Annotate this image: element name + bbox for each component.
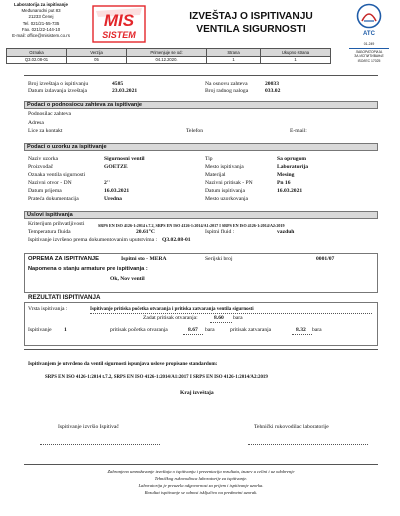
dotted-line bbox=[210, 322, 232, 323]
applicant-name-label: Podnosilac zahteva bbox=[28, 111, 72, 117]
divider bbox=[24, 75, 378, 76]
report-date-label: Datum izdavanja izveštaja bbox=[28, 88, 88, 94]
meta-value-row bbox=[7, 56, 331, 64]
sample-label: Mesto uzorkovanja bbox=[205, 196, 249, 202]
footer-note-1: Zabranjeno umnožavanje izveštaja o ispitivanju i prezentacija rezultata, izuzev u celini i uz odobrenje bbox=[107, 469, 295, 474]
work-order-number: 033.02 bbox=[265, 88, 281, 94]
conditions-section-heading: Uslovi ispitivanja bbox=[24, 211, 378, 219]
equipment-label: OPREMA ZA ISPITIVANJE bbox=[28, 256, 99, 262]
note-label: Napomena o stanju armature pre ispitivanja : bbox=[28, 266, 148, 272]
sample-value: Uredna bbox=[104, 196, 122, 202]
footer-note-3: Laboratorija je preuzela odgovornost za prijem i ispitivanje uzorka. bbox=[138, 483, 264, 488]
temperature-value: 20.61°C bbox=[136, 229, 155, 235]
ats-text-3: ISO/IEC 17025 bbox=[357, 58, 381, 63]
criteria-value: SRPS EN ISO 4126-1:2014 t.7.2, SRPS EN ISO 4126-1:2014/A1:2017 I SRPS EN ISO 4126-1:2014/A2:2019 bbox=[98, 222, 285, 228]
equipment-value: Ispitni sto - MERA bbox=[121, 256, 167, 262]
end-of-report: Kraj izveštaja bbox=[180, 390, 214, 396]
sample-label: Datum prijema bbox=[28, 188, 62, 194]
opening-pressure-value: 8.67 bbox=[188, 327, 198, 333]
divider bbox=[24, 464, 378, 465]
logo-bottom-text: SISTEM bbox=[102, 30, 136, 40]
conclusion-standard: SRPS EN ISO 4126-1:2014 t.7.2, SRPS EN ISO 4126-1:2014/A1:2017 I SRPS EN ISO 4126-1:2014/A2:2019 bbox=[45, 375, 268, 380]
closing-pressure-label: pritisak zatvaranja bbox=[230, 327, 272, 333]
divider bbox=[24, 349, 378, 350]
ats-text-2: ЗА ИСПИТИВАЊЕ bbox=[354, 54, 384, 59]
sample-label: Nazivni pritisak - PN bbox=[205, 180, 253, 186]
manager-signature-label: Tehnički rukovodilac laboratorije bbox=[254, 424, 329, 430]
lab-info bbox=[6, 2, 76, 39]
meta-value-cell: 04.12.2020. bbox=[127, 56, 207, 64]
report-date: 23.03.2021 bbox=[112, 88, 138, 94]
dotted-line bbox=[292, 334, 312, 335]
order-number: 20033 bbox=[265, 81, 279, 87]
sample-value: GOETZE bbox=[104, 164, 128, 170]
opening-pressure-label: pritisak početka otvaranja bbox=[110, 327, 168, 333]
lab-phone: Tel. 021/21-55-735 bbox=[22, 20, 60, 26]
lab-title: Laboratorija za ispitivanje bbox=[14, 2, 68, 7]
test-label: Ispitivanje bbox=[28, 327, 52, 333]
order-label: Na osnovu zahteva bbox=[205, 81, 248, 87]
results-heading: REZULTATI ISPITIVANJA bbox=[28, 294, 101, 301]
sample-value: 16.03.2021 bbox=[104, 188, 130, 194]
meta-header-cell: Primenjuje se od: bbox=[127, 49, 207, 57]
meta-header-cell: Oznaka bbox=[7, 49, 67, 57]
temperature-label: Temperatura fluida bbox=[28, 229, 71, 235]
conclusion-text: Ispitivanjem je utvrđeno da ventil sigurnosti ispunjava uslove propisane standardom: bbox=[28, 361, 218, 367]
meta-header-cell: Strana bbox=[207, 49, 261, 57]
sample-label: Datum ispitivanja bbox=[205, 188, 245, 194]
applicant-email-label: E-mail: bbox=[290, 128, 307, 134]
mis-sistem-logo bbox=[92, 5, 146, 43]
signature-line bbox=[40, 444, 160, 445]
sample-label: Materijal bbox=[205, 172, 226, 178]
applicant-section-heading: Podaci o podnosiocu zahteva za ispitivanje bbox=[24, 101, 378, 109]
note-value: Ok, Nov ventil bbox=[110, 276, 145, 282]
meta-header-cell: Verzija bbox=[67, 49, 127, 57]
closing-pressure-unit: bara bbox=[312, 327, 322, 333]
sample-value: Pn 16 bbox=[277, 180, 291, 186]
serial-value: 0001/07 bbox=[316, 256, 335, 262]
dotted-line bbox=[90, 313, 372, 314]
procedure-value: Q3.02.08-01 bbox=[162, 237, 191, 243]
document-meta-table bbox=[6, 48, 331, 64]
ats-text-1: ЛАБОРАТОРИЈА bbox=[355, 50, 383, 55]
sample-value: Sigurnosni ventil bbox=[104, 156, 145, 162]
ats-logo-icon bbox=[354, 3, 384, 37]
applicant-phone-label: Telefon bbox=[186, 128, 204, 134]
sample-label: Prateća dokumentacija bbox=[28, 196, 79, 202]
test-number: 1 bbox=[64, 327, 67, 333]
report-number: 4585 bbox=[112, 81, 124, 87]
lab-email: E-mail: office@misistem.co.rs bbox=[12, 33, 70, 39]
sample-label: Proizvođač bbox=[28, 164, 54, 170]
sample-label: Mesto ispitivanja bbox=[205, 164, 244, 170]
sample-label: Oznaka ventila sigurnosti bbox=[28, 172, 86, 178]
applicant-address-label: Adresa bbox=[28, 120, 44, 126]
set-pressure-label: Zadat pritisak otvaranja: bbox=[143, 315, 198, 321]
signature-line bbox=[248, 444, 368, 445]
ats-code: 01-249 bbox=[363, 42, 375, 46]
set-pressure-value: 8.60 bbox=[214, 315, 224, 321]
meta-header-cell: Ukupno strana bbox=[261, 49, 331, 57]
procedure-label: Ispitivanje izvršeno prema dokumentovanim uputstvima : bbox=[28, 237, 158, 243]
fluid-value: vazduh bbox=[277, 229, 295, 235]
meta-value-cell: 1 bbox=[261, 56, 331, 64]
closing-pressure-value: 8.32 bbox=[296, 327, 306, 333]
applicant-contact-label: Lice za kontakt bbox=[28, 128, 63, 134]
lab-address: Međunarodni put 83 bbox=[21, 8, 61, 14]
meta-value-cell: 05 bbox=[67, 56, 127, 64]
title-line-2: VENTILA SIGURNOSTI bbox=[196, 24, 306, 35]
set-pressure-unit: bara bbox=[233, 315, 243, 321]
title-line-1: IZVEŠTAJ O ISPITIVANJU bbox=[189, 11, 313, 22]
opening-pressure-unit: bara bbox=[205, 327, 215, 333]
meta-value-cell: Q3.02.08-01 bbox=[7, 56, 67, 64]
test-type-value: Ispitivanje pritiska početka otvaranja i pritiska zatvaranja ventila sigurnosti bbox=[90, 307, 254, 312]
lab-city: 21233 Čenej bbox=[28, 14, 54, 20]
dotted-line bbox=[183, 334, 203, 335]
sample-value: 16.03.2021 bbox=[277, 188, 303, 194]
sample-value: Mesing bbox=[277, 172, 295, 178]
meta-value-cell: 1 bbox=[207, 56, 261, 64]
footer-note-4: Rezultat ispitivanje se odnosi isključivo na predmetni uzorak. bbox=[144, 490, 258, 495]
criteria-label: Kriterijum prihvatljivosti bbox=[28, 221, 85, 227]
meta-header-row bbox=[7, 49, 331, 57]
test-type-label: Vrsta ispitivanja : bbox=[28, 306, 68, 312]
work-order-label: Broj radnog naloga bbox=[205, 88, 249, 94]
sample-label: Naziv uzorka bbox=[28, 156, 58, 162]
sample-value: Laboratorija bbox=[277, 164, 309, 170]
sample-value: 2'' bbox=[104, 180, 110, 186]
lab-fax: Fax. 021/22-144-10 bbox=[21, 26, 61, 32]
footer-note-2: Tehničkog rukovodioca laboratorije za ispitivanje. bbox=[154, 476, 248, 481]
ats-mark-text: ATC bbox=[363, 31, 375, 37]
logo-top-text: MIS bbox=[103, 11, 135, 30]
fluid-label: Ispitni fluid : bbox=[205, 229, 235, 235]
sample-value: Sa oprugom bbox=[277, 156, 307, 162]
report-number-label: Broj izveštaja o ispitivanju bbox=[28, 81, 89, 87]
sample-label: Nazivni otvor - DN bbox=[28, 180, 72, 186]
serial-label: Serijski broj bbox=[205, 256, 233, 262]
document-title bbox=[163, 10, 339, 36]
accreditation-mark bbox=[344, 3, 394, 71]
sample-label: Tip bbox=[205, 156, 213, 162]
tester-signature-label: Ispitivanje izvršio Ispitivač bbox=[58, 424, 119, 430]
sample-section-heading: Podaci o uzorku za ispitivanje bbox=[24, 143, 378, 151]
